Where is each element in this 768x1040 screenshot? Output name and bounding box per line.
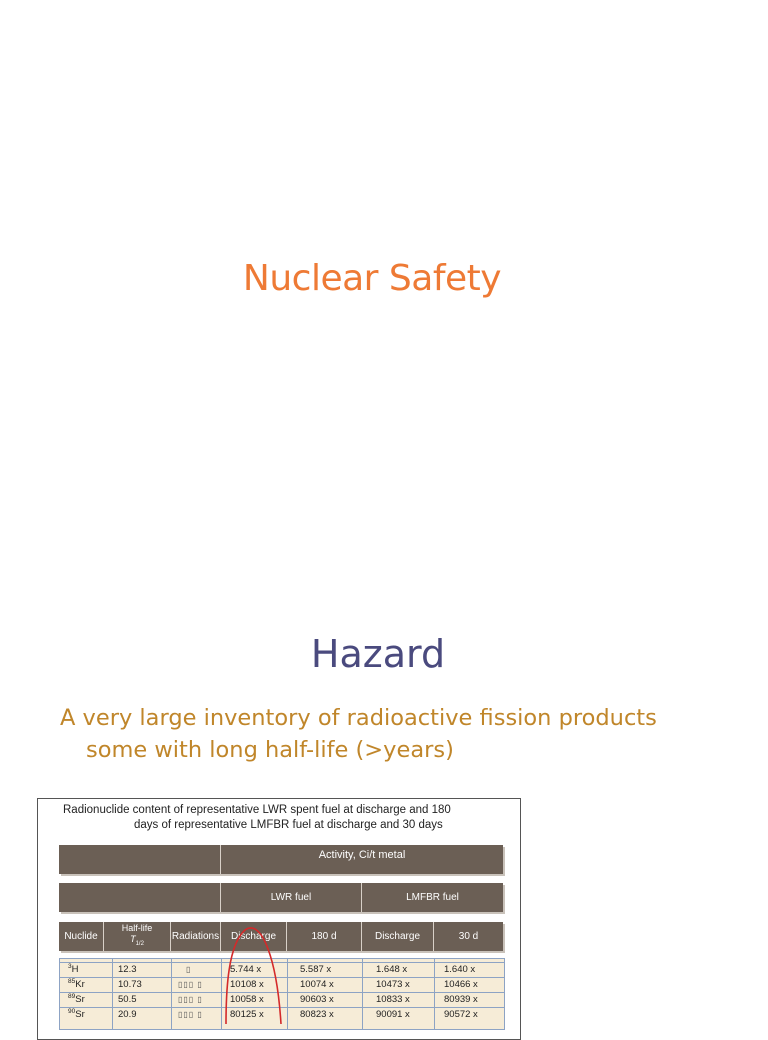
value-cell: 10108 x [230,979,264,990]
bullet-line-2: some with long half-life (>years) [86,737,454,763]
header-lmfbr-fuel: LMFBR fuel [406,892,459,903]
radiation-cell: ▯▯▯ ▯ [178,980,203,989]
col-discharge-lmfbr: Discharge [374,931,421,942]
col-nuclide: Nuclide [64,931,98,942]
col-radiations: Radiations [171,931,220,942]
nuclide-cell: $^{89}$Sr [68,993,85,1005]
col-180d: 180 d [311,931,337,942]
section-heading: Hazard [310,632,446,676]
header-lwr-fuel: LWR fuel [270,892,312,903]
nuclide-cell: $^3$H [68,963,79,975]
caption-line-2: days of representative LMFBR fuel at discharge and 30 days [134,819,443,831]
value-cell: 10074 x [300,979,334,990]
nuclide-cell: $^{90}$Sr [68,1008,85,1020]
radiation-cell: ▯▯▯ ▯ [178,1010,203,1019]
value-cell: 80823 x [300,1009,334,1020]
red-circle-annotation [226,928,281,1024]
half-life-cell: 12.3 [118,964,137,975]
radiation-cell: ▯▯▯ ▯ [178,995,203,1004]
col-half-life-label: Half-life [121,923,153,934]
bullet-line-1: A very large inventory of radioactive fission products [60,705,657,731]
nuclide-cell: $^{85}$Kr [68,978,85,990]
col-discharge-lwr: Discharge [230,931,277,942]
value-cell: 1.640 x [444,964,476,975]
value-cell: 80125 x [230,1009,264,1020]
half-life-cell: 10.73 [118,979,142,990]
half-life-cell: 20.9 [118,1009,137,1020]
value-cell: 10833 x [376,994,410,1005]
col-half-life-symbol: $T_{1/2}$ [130,934,144,947]
half-life-cell: 50.5 [118,994,137,1005]
value-cell: 90603 x [300,994,334,1005]
value-cell: 10058 x [230,994,264,1005]
value-cell: 10466 x [444,979,478,990]
value-cell: 80939 x [444,994,478,1005]
value-cell: 5.744 x [230,964,262,975]
value-cell: 1.648 x [376,964,408,975]
radiation-cell: ▯ [186,965,192,974]
col-30d: 30 d [458,931,479,942]
value-cell: 10473 x [376,979,410,990]
header-activity: Activity, Ci/t metal [318,849,406,861]
caption-line-1: Radionuclide content of representative LWR spent fuel at discharge and 180 [63,804,451,816]
value-cell: 90091 x [376,1009,410,1020]
value-cell: 5.587 x [300,964,332,975]
value-cell: 90572 x [444,1009,478,1020]
slide-title: Nuclear Safety [242,258,502,299]
